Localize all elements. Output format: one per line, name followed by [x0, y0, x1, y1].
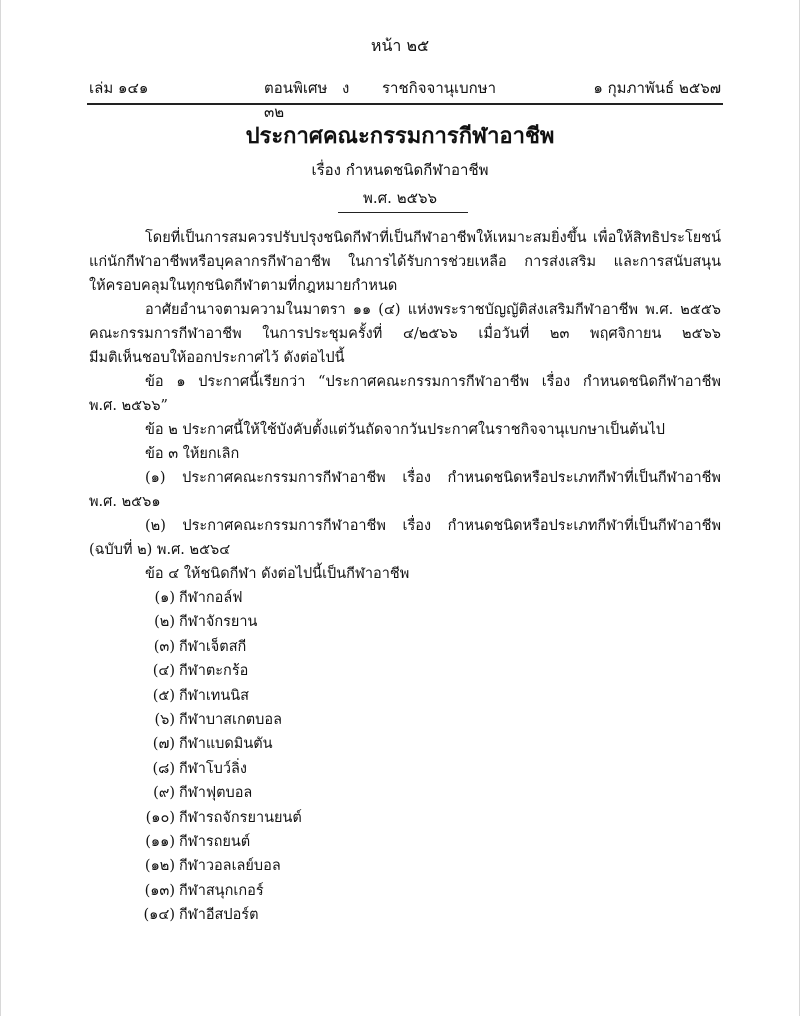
repeal-item-2-line-2: (ฉบับที่ ๒) พ.ศ. ๒๕๖๔ [89, 542, 231, 558]
list-item [89, 732, 721, 756]
clause-3: ข้อ ๓ ให้ยกเลิก [145, 446, 240, 462]
list-item-label: กีฬาโบว์ลิ่ง [179, 760, 247, 777]
list-item-number: (๖) [154, 711, 175, 728]
preamble-line-3: ให้ครอบคลุมในทุกชนิดกีฬาตามที่กฎหมายกำหนด [89, 278, 398, 294]
list-item-label: กีฬาจักรยาน [179, 614, 258, 631]
list-item-number: (๕) [152, 687, 175, 704]
list-item-label: กีฬากอล์ฟ [179, 590, 243, 606]
list-item-label: กีฬาตะกร้อ [179, 663, 249, 680]
header-section: ง [342, 79, 350, 97]
list-item-label: กีฬาฟุตบอล [179, 785, 253, 802]
authority-line-3: มีมติเห็นชอบให้ออกประกาศไว้ ดังต่อไปนี้ [89, 350, 345, 366]
document-subject: เรื่อง กำหนดชนิดกีฬาอาชีพ [311, 161, 489, 179]
list-item-number: (๑๓) [144, 882, 175, 899]
document-title: ประกาศคณะกรรมการกีฬาอาชีพ [245, 123, 555, 149]
clause-1-line-1: ข้อ ๑ ประกาศนี้เรียกว่า “ประกาศคณะกรรมการกีฬาอาชีพ เรื่อง กำหนดชนิดกีฬาอาชีพ [145, 374, 721, 390]
header-issue: ตอนพิเศษ ๓๒ [264, 79, 328, 121]
repeal-item-2-line-1: (๒) ประกาศคณะกรรมการกีฬาอาชีพ เรื่อง กำหนดชนิดหรือประเภทกีฬาที่เป็นกีฬาอาชีพ [145, 518, 721, 534]
list-item-label: กีฬารถจักรยานยนต์ [179, 809, 302, 826]
header-divider [87, 103, 723, 105]
list-item [89, 806, 721, 830]
clause-1-line-2: พ.ศ. ๒๕๖๖” [89, 398, 168, 414]
list-item [89, 903, 721, 927]
repeal-item-1-line-2: พ.ศ. ๒๕๖๑ [89, 494, 161, 510]
list-item-number: (๒) [154, 614, 175, 631]
clause-2: ข้อ ๒ ประกาศนี้ให้ใช้บังคับตั้งแต่วันถัดจากวันประกาศในราชกิจจานุเบกษาเป็นต้นไป [145, 422, 665, 438]
document-year: พ.ศ. ๒๕๖๖ [363, 189, 437, 207]
list-item-number: (๑๔) [143, 907, 175, 924]
list-item-label: กีฬาอีสปอร์ต [179, 907, 259, 924]
list-item [89, 708, 721, 732]
list-item-number: (๑๒) [144, 858, 175, 875]
list-item-label: กีฬาสนุกเกอร์ [179, 882, 264, 899]
list-item-label: กีฬาบาสเกตบอล [179, 711, 282, 728]
list-item [89, 635, 721, 659]
list-item-label: กีฬาเจ็ตสกี [179, 638, 247, 655]
gazette-header [89, 76, 721, 124]
list-item [89, 684, 721, 708]
list-item-label: กีฬาเทนนิส [179, 687, 250, 704]
document-body [89, 226, 721, 927]
authority-line-1: อาศัยอำนาจตามความในมาตรา ๑๑ (๔) แห่งพระราชบัญญัติส่งเสริมกีฬาอาชีพ พ.ศ. ๒๕๕๖ [145, 302, 721, 318]
list-item [89, 757, 721, 781]
list-item [89, 830, 721, 854]
sport-list [89, 586, 721, 927]
list-item-number: (๑) [154, 590, 175, 606]
list-item-label: กีฬาวอลเลย์บอล [179, 858, 281, 875]
list-item-number: (๗) [152, 736, 175, 753]
header-date: ๑ กุมภาพันธ์ ๒๕๖๗ [593, 79, 721, 97]
list-item [89, 610, 721, 634]
list-item [89, 659, 721, 683]
title-divider [338, 212, 468, 213]
list-item [89, 781, 721, 805]
list-item-number: (๑๐) [145, 809, 175, 826]
list-item-label: กีฬาแบดมินตัน [179, 736, 273, 753]
repeal-item-1-line-1: (๑) ประกาศคณะกรรมการกีฬาอาชีพ เรื่อง กำหนดชนิดหรือประเภทกีฬาที่เป็นกีฬาอาชีพ [145, 470, 721, 486]
list-item-number: (๓) [153, 638, 175, 655]
page-number: หน้า ๒๕ [370, 36, 430, 55]
clause-4: ข้อ ๔ ให้ชนิดกีฬา ดังต่อไปนี้เป็นกีฬาอาชีพ [145, 566, 410, 582]
authority-line-2: คณะกรรมการกีฬาอาชีพ ในการประชุมครั้งที่ ๔/๒๕๖๖ เมื่อวันที่ ๒๓ พฤศจิกายน ๒๕๖๖ [89, 326, 721, 342]
header-volume: เล่ม ๑๔๑ [89, 79, 149, 97]
header-gazette-name: ราชกิจจานุเบกษา [382, 79, 497, 97]
list-item-number: (๙) [153, 785, 175, 802]
list-item-label: กีฬารถยนต์ [179, 833, 251, 850]
list-item-number: (๑๑) [145, 833, 175, 850]
preamble-line-2: แก่นักกีฬาอาชีพหรือบุคลากรกีฬาอาชีพ ในการได้รับการช่วยเหลือ การส่งเสริม และการสนับสนุน [89, 254, 721, 270]
list-item [89, 879, 721, 903]
list-item-number: (๔) [152, 663, 175, 680]
preamble-line-1: โดยที่เป็นการสมควรปรับปรุงชนิดกีฬาที่เป็นกีฬาอาชีพให้เหมาะสมยิ่งขึ้น เพื่อให้สิทธิประโยชน์ [145, 230, 721, 246]
list-item [89, 586, 721, 610]
list-item [89, 854, 721, 878]
list-item-number: (๘) [152, 760, 175, 777]
